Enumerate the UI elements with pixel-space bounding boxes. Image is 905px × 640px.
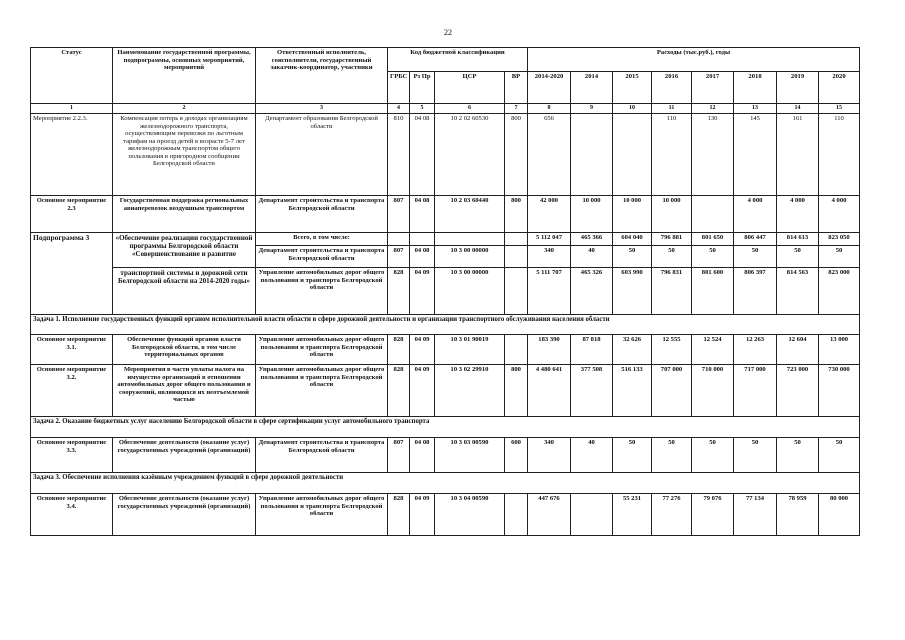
header-name: Наименование государственной программы, подпрограммы, основных мероприятий, мероприятий <box>113 48 256 104</box>
header-budget-code: Код бюджетной классификации <box>388 48 528 72</box>
row-rzpr: 04 08 <box>410 438 435 473</box>
subprogram-responsible: Всего, в том числе: <box>256 233 388 246</box>
table-row <box>31 114 860 196</box>
row-vr: 600 <box>505 438 528 473</box>
row-value: 4 000 <box>734 196 777 233</box>
column-number: 6 <box>435 104 505 114</box>
subprogram-row <box>31 233 860 246</box>
row-value: 110 <box>819 114 860 196</box>
subprogram-value: 801 600 <box>692 268 734 315</box>
table-row <box>31 438 860 473</box>
subprogram-value: 5 111 707 <box>528 268 571 315</box>
column-number: 5 <box>410 104 435 114</box>
row-vr: 800 <box>505 114 528 196</box>
row-value: 710 000 <box>692 365 734 417</box>
subprogram-grbs <box>388 233 410 246</box>
row-rzpr: 04 08 <box>410 114 435 196</box>
subprogram-value: 814 563 <box>777 268 819 315</box>
row-value: 50 <box>734 438 777 473</box>
row-value: 50 <box>692 438 734 473</box>
row-grbs: 807 <box>388 438 410 473</box>
row-rzpr: 04 08 <box>410 196 435 233</box>
table-row <box>31 494 860 536</box>
row-value: 183 390 <box>528 335 571 365</box>
row-vr: 800 <box>505 365 528 417</box>
row-value: 80 000 <box>819 494 860 536</box>
subprogram-value: 50 <box>613 246 652 268</box>
row-value <box>571 114 613 196</box>
subprogram-status: Подпрограмма 3 <box>31 233 113 315</box>
subprogram-rzpr: 04 09 <box>410 268 435 315</box>
budget-table <box>30 47 860 536</box>
header-status: Статус <box>31 48 113 104</box>
header-responsible: Ответственный исполнитель, соисполнители, государственный заказчик-координатор, участники <box>256 48 388 104</box>
row-value: 10 000 <box>652 196 692 233</box>
row-vr: 800 <box>505 196 528 233</box>
row-status: Основное мероприятие 2.3 <box>31 196 113 233</box>
row-value: 4 000 <box>777 196 819 233</box>
row-vr <box>505 335 528 365</box>
row-value: 340 <box>528 438 571 473</box>
row-responsible: Управление автомобильных дорог общего пользования и транспорта Белгородской области <box>256 365 388 417</box>
subprogram-csr: 10 3 00 00000 <box>435 268 505 315</box>
header-csr: ЦСР <box>435 72 505 104</box>
subprogram-value: 50 <box>777 246 819 268</box>
subprogram-value: 465 366 <box>571 233 613 246</box>
table-row <box>31 196 860 233</box>
row-value <box>613 114 652 196</box>
subprogram-value: 50 <box>692 246 734 268</box>
header-year: 2017 <box>692 72 734 104</box>
row-csr: 10 3 03 00590 <box>435 438 505 473</box>
column-number: 2 <box>113 104 256 114</box>
row-name: Обеспечение деятельности (оказание услуг) государственных учреждений (организаций) <box>113 438 256 473</box>
row-grbs: 807 <box>388 196 410 233</box>
row-value: 55 231 <box>613 494 652 536</box>
header-year: 2018 <box>734 72 777 104</box>
row-status: Основное мероприятие 3.4. <box>31 494 113 536</box>
row-name: Мероприятия в части уплаты налога на имущество организаций в отношении автомобильных дорог общего пользования и сооружений, являющихся их неотъемлемой частью <box>113 365 256 417</box>
subprogram-grbs: 828 <box>388 268 410 315</box>
row-value: 4 480 641 <box>528 365 571 417</box>
column-number: 13 <box>734 104 777 114</box>
subprogram-value: 796 881 <box>652 233 692 246</box>
subprogram-value: 50 <box>652 246 692 268</box>
row-value: 161 <box>777 114 819 196</box>
row-value <box>692 196 734 233</box>
header-year: 2020 <box>819 72 860 104</box>
column-number: 11 <box>652 104 692 114</box>
subprogram-grbs: 807 <box>388 246 410 268</box>
column-number: 14 <box>777 104 819 114</box>
row-value: 4 000 <box>819 196 860 233</box>
row-value: 87 818 <box>571 335 613 365</box>
subprogram-value: 5 112 047 <box>528 233 571 246</box>
header-vr: ВР <box>505 72 528 104</box>
header-year: 2014-2020 <box>528 72 571 104</box>
header-rzpr: Рз Пр <box>410 72 435 104</box>
row-grbs: 828 <box>388 494 410 536</box>
row-value: 12 524 <box>692 335 734 365</box>
subprogram-value: 806 397 <box>734 268 777 315</box>
header-year: 2015 <box>613 72 652 104</box>
row-grbs: 810 <box>388 114 410 196</box>
header-expenses: Расходы (тыс.руб.), годы <box>528 48 860 72</box>
row-value: 77 134 <box>734 494 777 536</box>
row-name: Обеспечение деятельности (оказание услуг) государственных учреждений (организаций) <box>113 494 256 536</box>
subprogram-value: 340 <box>528 246 571 268</box>
subprogram-value: 806 447 <box>734 233 777 246</box>
row-vr <box>505 494 528 536</box>
task-heading: Задача 1. Исполнение государственных функций органом исполнительной власти области в сфере дорожной деятельности и организации транспортного обслуживания населения области <box>31 315 860 335</box>
subprogram-name-bottom: транспортной системы и дорожной сети Белгородской области на 2014-2020 годы» <box>113 268 256 315</box>
subprogram-value: 40 <box>571 246 613 268</box>
header-year: 2016 <box>652 72 692 104</box>
row-value: 110 <box>652 114 692 196</box>
row-value: 12 263 <box>734 335 777 365</box>
row-grbs: 828 <box>388 335 410 365</box>
row-value: 77 276 <box>652 494 692 536</box>
row-value: 50 <box>777 438 819 473</box>
row-name: Обеспечение функций органов власти Белгородской области, в том числе территориальных органов <box>113 335 256 365</box>
subprogram-value: 796 831 <box>652 268 692 315</box>
row-value: 50 <box>613 438 652 473</box>
subprogram-responsible: Департамент строительства и транспорта Белгородской области <box>256 246 388 268</box>
column-number: 1 <box>31 104 113 114</box>
subprogram-vr <box>505 268 528 315</box>
row-responsible: Управление автомобильных дорог общего пользования и транспорта Белгородской области <box>256 335 388 365</box>
row-rzpr: 04 09 <box>410 494 435 536</box>
row-value: 130 <box>692 114 734 196</box>
row-value: 145 <box>734 114 777 196</box>
row-csr: 10 2 03 60440 <box>435 196 505 233</box>
subprogram-value: 50 <box>734 246 777 268</box>
subprogram-vr <box>505 246 528 268</box>
row-rzpr: 04 09 <box>410 365 435 417</box>
subprogram-value: 604 040 <box>613 233 652 246</box>
subprogram-rzpr: 04 08 <box>410 246 435 268</box>
row-value: 516 133 <box>613 365 652 417</box>
row-value: 50 <box>652 438 692 473</box>
row-csr: 10 3 01 90019 <box>435 335 505 365</box>
row-value: 717 000 <box>734 365 777 417</box>
row-value: 40 <box>571 438 613 473</box>
row-value: 10 000 <box>571 196 613 233</box>
column-number: 15 <box>819 104 860 114</box>
row-value: 730 000 <box>819 365 860 417</box>
subprogram-value: 814 613 <box>777 233 819 246</box>
row-status: Основное мероприятие 3.2. <box>31 365 113 417</box>
table-row <box>31 335 860 365</box>
row-value: 447 676 <box>528 494 571 536</box>
row-value <box>571 494 613 536</box>
row-responsible: Управление автомобильных дорог общего пользования и транспорта Белгородской области <box>256 494 388 536</box>
column-number: 4 <box>388 104 410 114</box>
row-value: 10 000 <box>613 196 652 233</box>
column-number: 12 <box>692 104 734 114</box>
row-value: 656 <box>528 114 571 196</box>
header-year: 2014 <box>571 72 613 104</box>
subprogram-row <box>31 268 860 315</box>
row-value: 377 508 <box>571 365 613 417</box>
row-value: 12 604 <box>777 335 819 365</box>
subprogram-value: 50 <box>819 246 860 268</box>
subprogram-responsible: Управление автомобильных дорог общего пользования и транспорта Белгородской области <box>256 268 388 315</box>
row-responsible: Департамент образования Белгородской области <box>256 114 388 196</box>
header-year: 2019 <box>777 72 819 104</box>
row-value: 12 555 <box>652 335 692 365</box>
row-responsible: Департамент строительства и транспорта Белгородской области <box>256 196 388 233</box>
subprogram-rzpr <box>410 233 435 246</box>
row-status: Основное мероприятие 3.3. <box>31 438 113 473</box>
subprogram-value: 465 326 <box>571 268 613 315</box>
table-row <box>31 365 860 417</box>
row-csr: 10 3 02 29910 <box>435 365 505 417</box>
row-value: 707 000 <box>652 365 692 417</box>
header-grbs: ГРБС <box>388 72 410 104</box>
row-value: 13 000 <box>819 335 860 365</box>
row-value: 50 <box>819 438 860 473</box>
row-name: Компенсация потерь в доходах организациям железнодорожного транспорта, осуществляющим перевозки по льготным тарифам на проезд детей в возрасте 5-7 лет железнодорожным транспортом общего пользования в пригородном сообщении Белгородской области <box>113 114 256 196</box>
column-number: 8 <box>528 104 571 114</box>
subprogram-vr <box>505 233 528 246</box>
row-rzpr: 04 09 <box>410 335 435 365</box>
row-value: 79 076 <box>692 494 734 536</box>
row-value: 723 000 <box>777 365 819 417</box>
row-grbs: 828 <box>388 365 410 417</box>
row-value: 42 000 <box>528 196 571 233</box>
page-number: 22 <box>444 28 452 37</box>
row-csr: 10 2 02 60530 <box>435 114 505 196</box>
row-value: 78 959 <box>777 494 819 536</box>
subprogram-value: 603 990 <box>613 268 652 315</box>
row-value: 32 626 <box>613 335 652 365</box>
subprogram-value: 823 050 <box>819 233 860 246</box>
column-number: 7 <box>505 104 528 114</box>
row-responsible: Департамент строительства и транспорта Белгородской области <box>256 438 388 473</box>
column-number: 3 <box>256 104 388 114</box>
row-csr: 10 3 04 00590 <box>435 494 505 536</box>
subprogram-name-top: «Обеспечение реализации государственной программы Белгородской области «Совершенствование и развитие <box>113 233 256 268</box>
subprogram-value: 801 650 <box>692 233 734 246</box>
row-status: Мероприятие 2.2.3. <box>31 114 113 196</box>
column-number: 9 <box>571 104 613 114</box>
subprogram-value: 823 000 <box>819 268 860 315</box>
task-heading: Задача 2. Оказание бюджетных услуг населению Белгородской области в сфере сертификации услуг автомобильного транспорта <box>31 417 860 438</box>
subprogram-csr: 10 3 00 00000 <box>435 246 505 268</box>
row-status: Основное мероприятие 3.1. <box>31 335 113 365</box>
row-name: Государственная поддержка региональных авиаперевозок воздушным транспортом <box>113 196 256 233</box>
column-number: 10 <box>613 104 652 114</box>
subprogram-csr <box>435 233 505 246</box>
task-heading: Задача 3. Обеспечение исполнения казённым учреждением функций в сфере дорожной деятельности <box>31 473 860 494</box>
